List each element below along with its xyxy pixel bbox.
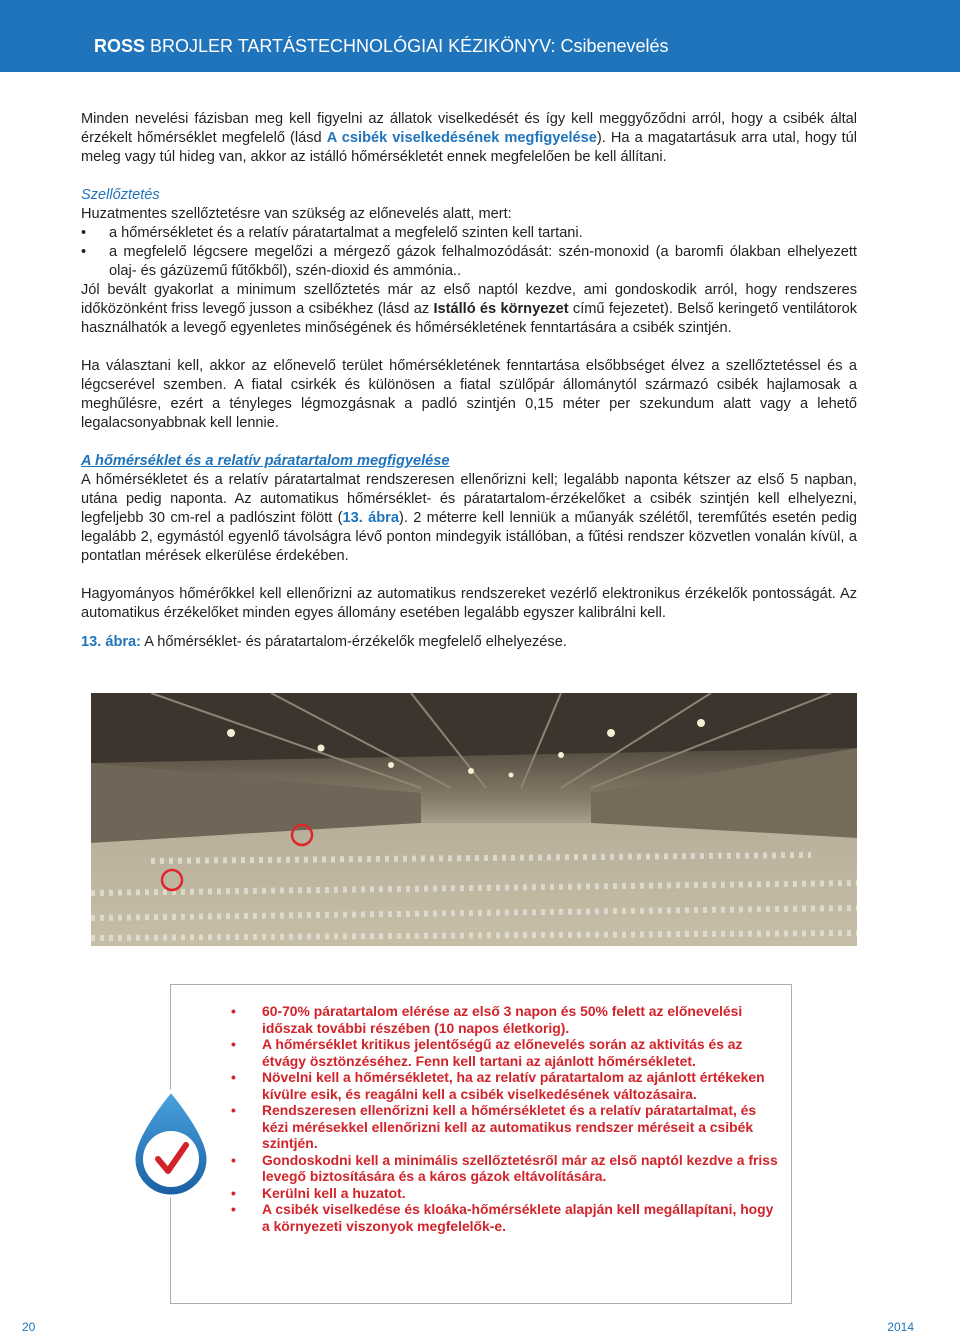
paragraph-priority: Ha választani kell, akkor az előnevelő terület hőmérsékletének fenntartása elsőbbséget élvez a szellőztetéssel és a légcserével szemben. A fiatal csirkék és különösen a fiatal szülőpár állománytól származó csibék hajlamosak a meghűlésre, ezért a tényleges légmozgásnak a padló szintjén 0,15 méter per szekundum alatt vagy a lehető legalacsonyabbnak kell lennie. — [81, 358, 857, 431]
list-item: • a megfelelő légcsere megelőzi a mérgező gázok felhalmozódását: szén-monoxid (a baromfi ólakban elhelyezett olaj- és gázüzemű fűtőkből), szén-dioxid és ammónia.. — [81, 243, 857, 281]
ventilation-bullet-list — [81, 224, 857, 281]
figure-number: 13. ábra: — [81, 634, 142, 650]
figure-reference: 13. ábra — [342, 510, 399, 526]
header-brand: ROSS — [94, 36, 146, 56]
cross-reference-link: Istálló és környezet — [433, 301, 569, 317]
list-item: • 60-70% páratartalom elérése az első 3 napon és 50% felett az előnevelési időszak további részében (10 napos életkorig). — [231, 1003, 781, 1036]
list-item: • a hőmérsékletet és a relatív páratartalmat a megfelelő szinten kell tartani. — [81, 224, 857, 243]
header-title — [94, 36, 669, 57]
key-points-list — [231, 1003, 781, 1234]
figure-caption — [81, 633, 857, 652]
paragraph-min-ventilation — [81, 281, 857, 338]
ventilation-heading: Szellőztetés — [81, 187, 160, 203]
paragraph-behaviour — [81, 110, 857, 167]
page-header — [0, 0, 960, 72]
paragraph-text: A hőmérsékletet és a relatív páratartalmat rendszeresen ellenőrizni kell; legalább naponta kétszer az első 5 napban, utána pedig naponta. Az automatikus hőmérséklet- és páratartalom-érzékelőket a csibék szintjén kell elhelyezni, legfeljebb 30 cm-rel a padlószint fölött ( — [81, 472, 857, 526]
paragraph-monitoring — [81, 471, 857, 566]
water-drop-check-icon — [128, 1089, 214, 1199]
key-points-box — [170, 984, 792, 1304]
list-item: • Gondoskodni kell a minimális szellőztetésről már az első naptól kezdve a friss levegő biztosítására és a káros gázok eltávolítására. — [231, 1152, 781, 1185]
main-content — [81, 110, 857, 652]
paragraph-text: Jól bevált gyakorlat a minimum szellőztetés már az első naptól kezdve, ami gondoskodik arról, hogy rendszeres időközönként friss levegő jusson a csibékhez (lásd az — [81, 282, 857, 317]
cross-reference-link: A csibék viselkedésének megfigyelése — [326, 130, 597, 146]
header-section: Csibenevelés — [555, 36, 669, 56]
list-item: • Kerülni kell a huzatot. — [231, 1185, 781, 1202]
paragraph-text: Minden nevelési fázisban meg kell figyelni az állatok viselkedését és így kell meggyőződni arról, hogy a csibék által érzékelt hőmérséklet megfelelő (lásd — [81, 111, 857, 146]
paragraph-text: ). Ha a magatartásuk arra utal, hogy túl meleg vagy túl hideg van, akkor az istálló hőmérsékletét ennek megfelelően be kell állítani. — [81, 130, 858, 165]
list-item: • A csibék viselkedése és kloáka-hőmérséklete alapján kell megállapítani, hogy a környezeti viszonyok megfelelők-e. — [231, 1201, 781, 1234]
ventilation-intro: Huzatmentes szellőztetésre van szükség az előnevelés alatt, mert: — [81, 206, 512, 222]
paragraph-text: ). 2 méterre kell lenniük a műanyák szélétől, teremfűtés esetén pedig legalább 2, egymástól egyenlő távolságra lévő ponton mindegyik istállóban, a fűtési rendszer közvetlen vonalán kívül, a pontatlan mérések elkerülése érdekében. — [81, 510, 858, 564]
figure-caption-text: A hőmérséklet- és páratartalom-érzékelők megfelelő elhelyezése. — [141, 634, 567, 650]
poultry-house-photo — [91, 693, 857, 946]
list-item: • A hőmérséklet kritikus jelentőségű az előnevelés során az aktivitás és az étvágy ösztönzéséhez. Fenn kell tartani az ajánlott hőmérsékletet. — [231, 1036, 781, 1069]
list-item: • Rendszeresen ellenőrizni kell a hőmérsékletet és a relatív páratartalmat, és kézi mérésekkel ellenőrizni kell az automatikus rendszer méréseit a csibék szintjén. — [231, 1102, 781, 1152]
list-item: • Növelni kell a hőmérsékletet, ha az relatív páratartalom az ajánlott értékeken kívülre esik, és reagálni kell a csibék viselkedésének változásaira. — [231, 1069, 781, 1102]
paragraph-thermometers: Hagyományos hőmérőkkel kell ellenőrizni az automatikus rendszereket vezérlő elektronikus érzékelők pontosságát. Az automatikus érzékelőket minden egyes állomány esetében legalább egyszer kalibrálni kell. — [81, 586, 857, 621]
footer-year: 2014 — [887, 1320, 914, 1334]
page-number: 20 — [22, 1320, 36, 1334]
temperature-heading: A hőmérséklet és a relatív páratartalom megfigyelése — [81, 453, 450, 469]
paragraph-text: című fejezetet). Belső keringető ventilátorok használhatók a levegő egyenletes minőségének és hőmérsékletének fenntartására a csibék szintjén. — [81, 301, 857, 336]
poultry-house-illustration — [91, 693, 857, 946]
header-book-title: BROJLER TARTÁSTECHNOLÓGIAI KÉZIKÖNYV: — [145, 36, 556, 56]
